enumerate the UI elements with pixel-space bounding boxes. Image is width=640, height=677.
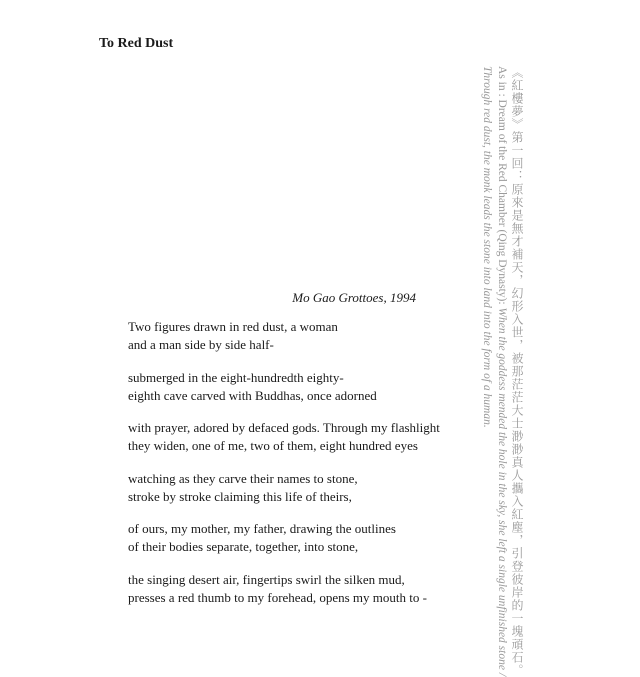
- poem-line: with prayer, adored by defaced gods. Through my flashlight: [128, 420, 440, 435]
- stanza: [128, 520, 448, 556]
- stanza: [128, 470, 448, 506]
- poem-line: and a man side by side half-: [128, 337, 274, 352]
- side-note-english-italic-2: Through red dust, the monk leads the stone into land into the form of a human.: [481, 66, 493, 428]
- poem-line: watching as they carve their names to stone,: [128, 470, 358, 486]
- poem-line: of ours, my mother, my father, drawing the outlines: [128, 521, 396, 536]
- stanza: [128, 571, 448, 607]
- poem-dateline: Mo Gao Grottoes, 1994: [292, 290, 416, 305]
- vertical-side-note: [476, 66, 524, 677]
- poem-body: [128, 318, 448, 621]
- stanza: [128, 318, 448, 354]
- stanza: [128, 369, 448, 405]
- side-note-english: [494, 66, 509, 677]
- side-note-chinese: 《紅樓夢》第一回：原來是無才補天，幻形入世，被那茫茫大士渺渺真人攜入紅塵，引登彼岸的一塊頑石。: [510, 66, 524, 677]
- poem-line: stroke by stroke claiming this life of theirs,: [128, 488, 352, 504]
- side-note-english-prefix: As in : Dream of the Red Chamber (Qing Dynasty):: [496, 66, 508, 308]
- poem-line: they widen, one of me, two of them, eight hundred eyes: [128, 438, 418, 453]
- poem-title: To Red Dust: [99, 36, 174, 51]
- poem-line: presses a red thumb to my forehead, opens my mouth to -: [128, 589, 427, 605]
- poem-line: the singing desert air, fingertips swirl the silken mud,: [128, 571, 405, 587]
- poem-line: Two figures drawn in red dust, a woman: [128, 319, 338, 334]
- poem-line: submerged in the eight-hundredth eighty-: [128, 369, 344, 385]
- side-note-english-italic-1: When the goddess mended the hole in the sky, she left a single unfinished stone /: [496, 307, 508, 677]
- stanza: [128, 419, 448, 455]
- poem-line: eighth cave carved with Buddhas, once adorned: [128, 387, 377, 403]
- poem-line: of their bodies separate, together, into stone,: [128, 539, 359, 554]
